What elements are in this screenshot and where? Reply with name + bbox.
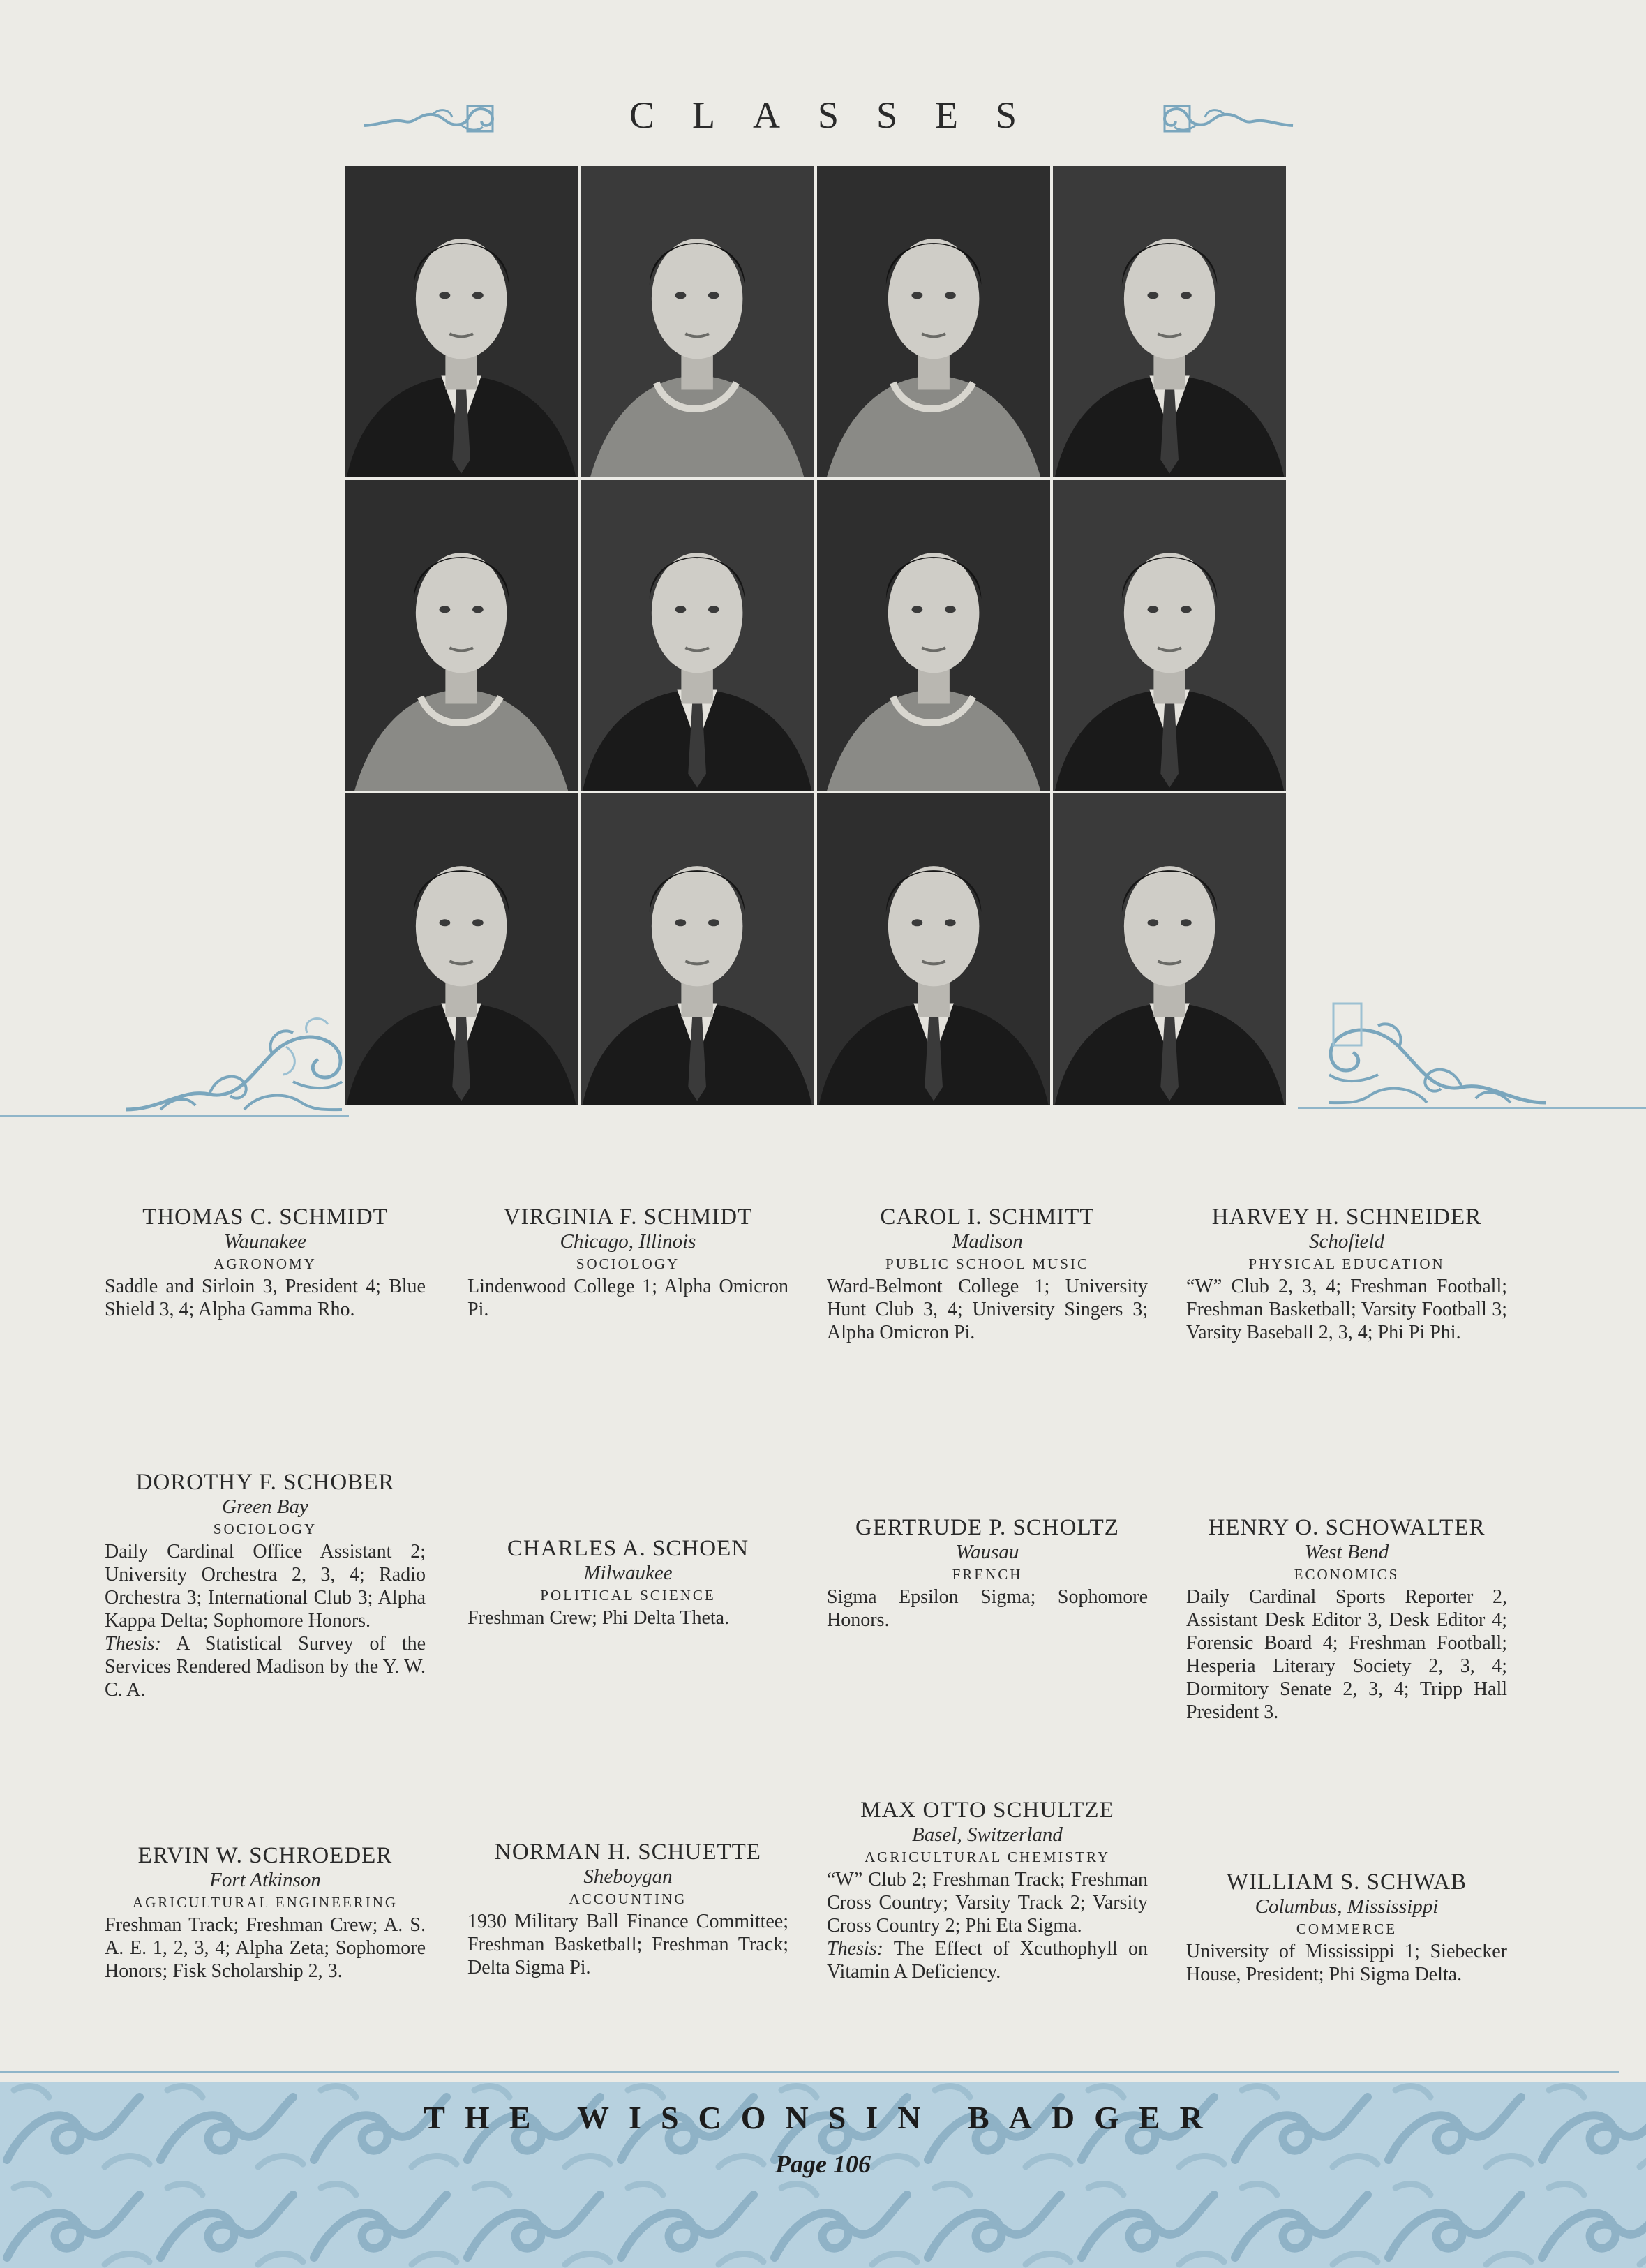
student-name: HENRY O. SCHOWALTER [1208,1515,1486,1540]
hometown: Madison [952,1230,1023,1253]
activities [1186,1275,1507,1344]
activities-text: Daily Cardinal Office Assistant 2; University Orchestra 2, 3, 4; Radio Orchestra 3; International Club 3; Alpha Kappa Delta; Sophomore Honors. [105,1541,426,1632]
portrait-photo [817,480,1050,791]
activities [467,1606,788,1629]
student-name: CHARLES A. SCHOEN [507,1536,749,1561]
student-entry [105,1204,426,1321]
activities-text: Lindenwood College 1; Alpha Omicron Pi. [467,1276,788,1320]
major: SOCIOLOGY [213,1521,317,1537]
activities [467,1275,788,1321]
activities [105,1540,426,1701]
student-entry [467,1204,788,1321]
student-entry [467,1839,788,1979]
major: PUBLIC SCHOOL MUSIC [885,1255,1089,1272]
student-name: WILLIAM S. SCHWAB [1226,1870,1467,1895]
student-name: THOMAS C. SCHMIDT [142,1204,388,1230]
activities-text: Ward-Belmont College 1; University Hunt Club 3, 4; University Singers 3; Alpha Omicron Pi. [827,1276,1148,1343]
portrait-photo [581,793,814,1105]
hometown: West Bend [1304,1541,1389,1563]
student-entry [1186,1204,1507,1344]
activities [1186,1940,1507,1986]
student-name: HARVEY H. SCHNEIDER [1211,1204,1482,1230]
portrait-photo [345,793,578,1105]
publication-title: THE WISCONSIN BADGER [424,2100,1222,2135]
portrait-photo [1053,166,1286,477]
student-entry [105,1842,426,1983]
student-name: CAROL I. SCHMITT [880,1204,1095,1230]
portrait-photo [1053,793,1286,1105]
hometown: Green Bay [222,1495,308,1518]
student-entry [467,1535,788,1629]
student-entries [105,1186,1542,2038]
student-entry [1186,1869,1507,1986]
portrait-photo [345,480,578,791]
hometown: Chicago, Illinois [560,1230,696,1253]
major: SOCIOLOGY [576,1255,680,1272]
activities [467,1910,788,1979]
major: ECONOMICS [1294,1566,1400,1583]
activities [827,1275,1148,1344]
student-entry [827,1514,1148,1632]
major: COMMERCE [1296,1920,1398,1937]
portrait-photo [1053,480,1286,791]
major: PHYSICAL EDUCATION [1248,1255,1445,1272]
thesis-text: A Statistical Survey of the Services Rendered Madison by the Y. W. C. A. [105,1633,426,1701]
student-name: DOROTHY F. SCHOBER [135,1470,395,1495]
student-name: NORMAN H. SCHUETTE [495,1840,761,1865]
activities [105,1913,426,1983]
activities-text: “W” Club 2; Freshman Track; Freshman Cross Country; Varsity Track 2; Varsity Cross Country 2; Phi Eta Sigma. [827,1869,1148,1937]
portrait-grid [345,166,1286,1105]
hometown: Columbus, Mississippi [1255,1895,1439,1918]
student-name: MAX OTTO SCHULTZE [860,1798,1114,1823]
student-entry [827,1797,1148,1983]
activities [827,1868,1148,1983]
page-number: Page 106 [775,2150,871,2178]
portrait-photo [817,793,1050,1105]
activities-text: 1930 Military Ball Finance Committee; Freshman Basketball; Freshman Track; Delta Sigma Pi. [467,1911,788,1978]
activities-text: Daily Cardinal Sports Reporter 2, Assistant Desk Editor 3, Desk Editor 4; Forensic Board 4; Freshman Football; Hesperia Literary Society 2, 3, 4; Dormitory Senate 2, 3, 4; Tripp Hall President 3. [1186,1586,1507,1723]
hometown: Schofield [1309,1230,1384,1253]
activities-text: “W” Club 2, 3, 4; Freshman Football; Freshman Basketball; Varsity Football 3; Varsity Baseball 2, 3, 4; Phi Pi Phi. [1186,1276,1507,1343]
right-flourish-icon [1162,103,1294,134]
hometown: Sheboygan [583,1865,673,1888]
activities-text: University of Mississippi 1; Siebecker House, President; Phi Sigma Delta. [1186,1941,1507,1985]
hometown: Fort Atkinson [209,1869,321,1891]
student-name: GERTRUDE P. SCHOLTZ [855,1515,1119,1540]
activities-text: Saddle and Sirloin 3, President 4; Blue Shield 3, 4; Alpha Gamma Rho. [105,1276,426,1320]
thesis-text: The Effect of Xcuthophyll on Vitamin A Deficiency. [827,1938,1148,1983]
student-entry [1186,1514,1507,1724]
activities [105,1275,426,1321]
hometown: Wausau [955,1541,1019,1563]
portrait-photo [345,166,578,477]
student-name: ERVIN W. SCHROEDER [137,1843,393,1868]
portrait-photo [581,480,814,791]
major: AGRICULTURAL CHEMISTRY [864,1849,1111,1865]
activities-text: Freshman Crew; Phi Delta Theta. [467,1607,730,1629]
footer-rule [0,2071,1619,2073]
major: POLITICAL SCIENCE [540,1587,716,1604]
student-name: VIRGINIA F. SCHMIDT [503,1204,753,1230]
hometown: Basel, Switzerland [912,1823,1063,1846]
thesis-label: Thesis: [105,1633,161,1655]
activities [827,1586,1148,1632]
major: FRENCH [952,1566,1023,1583]
student-entry [105,1469,426,1701]
activities [1186,1586,1507,1724]
left-scroll-ornament-icon [119,1005,349,1117]
left-flourish-icon [363,103,495,134]
section-title: CLASSES [629,94,1055,136]
student-entry [827,1204,1148,1344]
hometown: Waunakee [223,1230,307,1253]
activities-text: Freshman Track; Freshman Crew; A. S. A. E. 1, 2, 3, 4; Alpha Zeta; Sophomore Honors; Fisk Scholarship 2, 3. [105,1914,426,1982]
thesis-label: Thesis: [827,1938,883,1960]
portrait-photo [581,166,814,477]
right-scroll-ornament-icon [1322,991,1553,1110]
major: ACCOUNTING [569,1890,687,1907]
hometown: Milwaukee [583,1562,673,1584]
portrait-photo [817,166,1050,477]
activities-text: Sigma Epsilon Sigma; Sophomore Honors. [827,1586,1148,1631]
page-header [0,87,1646,143]
major: AGRONOMY [214,1255,317,1272]
major: AGRICULTURAL ENGINEERING [132,1894,398,1911]
